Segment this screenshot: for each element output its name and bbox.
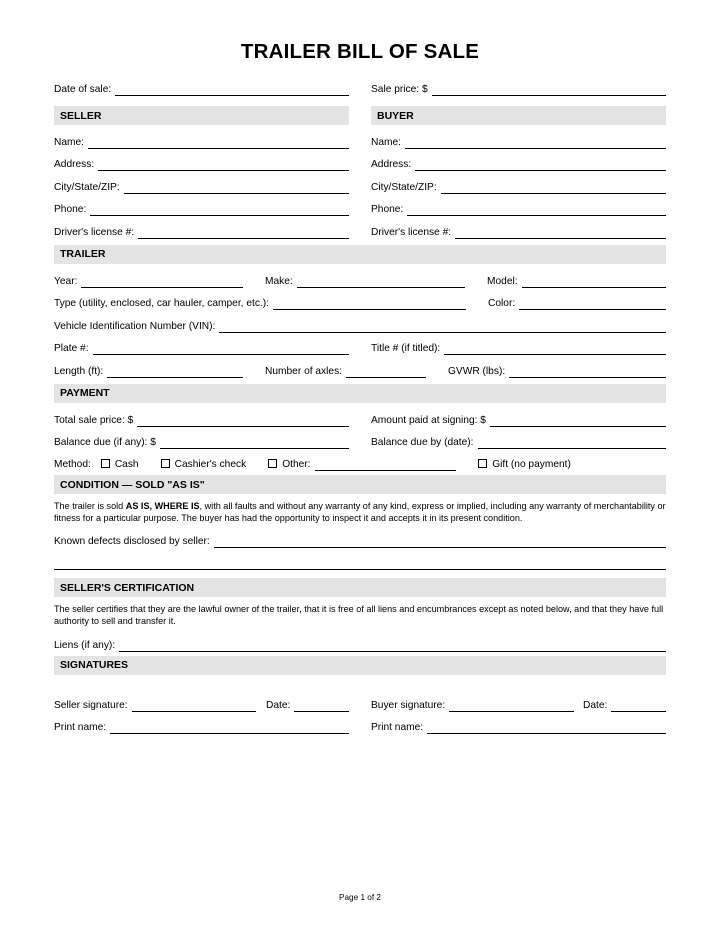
length-field[interactable] — [54, 365, 243, 378]
balance-due-by-label: Balance due by (date): — [371, 437, 474, 449]
name-row — [54, 126, 666, 149]
seller-signature-label: Seller signature: — [54, 699, 128, 711]
seller-buyer-header — [54, 106, 666, 125]
balance-row — [54, 427, 666, 450]
buyer-name-field[interactable] — [371, 136, 666, 149]
trailer-header-row — [54, 245, 666, 264]
total-price-line[interactable] — [137, 414, 349, 427]
type-line[interactable] — [273, 297, 466, 310]
seller-city-label: City/State/ZIP: — [54, 181, 120, 193]
condition-header-row — [54, 475, 666, 494]
seller-license-label: Driver's license #: — [54, 226, 135, 238]
seller-signature-line[interactable] — [132, 699, 256, 712]
cashiers-check-option[interactable] — [161, 459, 247, 471]
signatures-header-row — [54, 656, 666, 675]
gift-label: Gift (no payment) — [492, 459, 571, 471]
buyer-signature-field[interactable] — [371, 699, 574, 712]
seller-address-line[interactable] — [98, 158, 349, 171]
gift-option[interactable] — [478, 459, 571, 471]
amount-paid-line[interactable] — [490, 414, 666, 427]
payment-header: PAYMENT — [54, 384, 666, 403]
signature-row — [54, 676, 666, 712]
plate-title-row — [54, 333, 666, 356]
vin-label: Vehicle Identification Number (VIN): — [54, 320, 216, 332]
cashiers-check-checkbox[interactable] — [161, 459, 170, 468]
other-option[interactable] — [268, 458, 456, 471]
title-number-field[interactable] — [371, 342, 666, 355]
buyer-phone-line[interactable] — [407, 203, 666, 216]
seller-date-line[interactable] — [294, 699, 349, 712]
signatures-header: SIGNATURES — [54, 656, 666, 675]
other-line[interactable] — [315, 458, 457, 471]
buyer-license-field[interactable] — [371, 226, 666, 239]
axles-field[interactable] — [265, 365, 426, 378]
balance-due-by-field[interactable] — [371, 436, 666, 449]
seller-phone-line[interactable] — [90, 203, 349, 216]
seller-name-line[interactable] — [88, 136, 349, 149]
seller-license-line[interactable] — [138, 226, 349, 239]
cash-checkbox[interactable] — [101, 459, 110, 468]
amount-paid-field[interactable] — [371, 414, 666, 427]
condition-text: The trailer is sold AS IS, WHERE IS, with all faults and without any warranty of any kind, express or implied, including any warranty of merchantability or fitness for a particular purpose. The buyer has had the opportunity to inspect it and accepts it in its present condition. — [54, 501, 666, 523]
title-number-line[interactable] — [444, 342, 666, 355]
defects-continuation-field[interactable] — [54, 557, 666, 570]
amount-paid-label: Amount paid at signing: $ — [371, 414, 486, 426]
as-is-emphasis: AS IS, WHERE IS — [125, 501, 200, 512]
vin-row — [54, 310, 666, 333]
buyer-name-label: Name: — [371, 136, 402, 148]
defects-field[interactable] — [54, 535, 666, 548]
model-line[interactable] — [522, 275, 666, 288]
gift-checkbox[interactable] — [478, 459, 487, 468]
seller-print-name-field[interactable] — [54, 721, 349, 734]
seller-signature-field[interactable] — [54, 699, 256, 712]
defects-continuation-row — [54, 548, 666, 570]
buyer-signature-line[interactable] — [449, 699, 574, 712]
seller-date-label: Date: — [266, 699, 291, 711]
other-label: Other: — [282, 459, 311, 471]
print-name-row — [54, 712, 666, 735]
liens-label: Liens (if any): — [54, 639, 116, 651]
trailer-header: TRAILER — [54, 245, 666, 264]
cashiers-check-label: Cashier's check — [174, 459, 247, 471]
model-field[interactable] — [487, 275, 666, 288]
condition-header: CONDITION — SOLD "AS IS" — [54, 475, 666, 494]
method-label: Method: — [54, 459, 91, 471]
sale-price-label: Sale price: $ — [371, 84, 428, 95]
seller-address-field[interactable] — [54, 158, 349, 171]
type-label: Type (utility, enclosed, car hauler, camper, etc.): — [54, 298, 269, 310]
city-row — [54, 171, 666, 194]
payment-header-row — [54, 384, 666, 403]
certification-header-row — [54, 578, 666, 597]
buyer-header: BUYER — [371, 106, 666, 125]
seller-name-label: Name: — [54, 136, 85, 148]
buyer-name-line[interactable] — [405, 136, 666, 149]
make-label: Make: — [265, 275, 293, 287]
buyer-address-line[interactable] — [415, 158, 666, 171]
seller-phone-label: Phone: — [54, 204, 87, 216]
seller-header: SELLER — [54, 106, 349, 125]
length-line[interactable] — [107, 365, 243, 378]
axles-label: Number of axles: — [265, 365, 343, 377]
title-number-label: Title # (if titled): — [371, 343, 441, 355]
defects-continuation-line[interactable] — [54, 557, 666, 570]
document-title: TRAILER BILL OF SALE — [240, 40, 480, 63]
plate-label: Plate #: — [54, 343, 89, 355]
seller-city-field[interactable] — [54, 181, 349, 194]
buyer-city-line[interactable] — [441, 181, 666, 194]
buyer-print-name-line[interactable] — [427, 721, 666, 734]
other-checkbox[interactable] — [268, 459, 277, 468]
balance-due-label: Balance due (if any): $ — [54, 437, 156, 449]
make-line[interactable] — [297, 275, 465, 288]
buyer-date-label: Date: — [583, 699, 608, 711]
gvwr-line[interactable] — [509, 365, 666, 378]
cash-label: Cash — [114, 459, 139, 471]
buyer-license-line[interactable] — [455, 226, 666, 239]
address-row — [54, 149, 666, 172]
balance-due-line[interactable] — [160, 436, 349, 449]
plate-field[interactable] — [54, 342, 349, 355]
buyer-phone-field[interactable] — [371, 203, 666, 216]
vin-line[interactable] — [219, 320, 666, 333]
form-body — [54, 80, 666, 734]
buyer-address-field[interactable] — [371, 158, 666, 171]
type-field[interactable] — [54, 297, 466, 310]
buyer-print-name-field[interactable] — [371, 721, 666, 734]
cash-option[interactable] — [101, 459, 139, 471]
defects-label: Known defects disclosed by seller: — [54, 536, 210, 548]
seller-address-label: Address: — [54, 159, 95, 171]
buyer-date-field[interactable] — [583, 699, 666, 712]
year-make-model-row — [54, 265, 666, 288]
seller-license-field[interactable] — [54, 226, 349, 239]
buyer-date-line[interactable] — [611, 699, 666, 712]
buyer-phone-label: Phone: — [371, 204, 404, 216]
buyer-print-name-label: Print name: — [371, 722, 424, 734]
balance-due-by-line[interactable] — [478, 436, 666, 449]
date-of-sale-field[interactable] — [54, 83, 349, 96]
make-field[interactable] — [265, 275, 465, 288]
sale-price-field[interactable] — [371, 83, 666, 96]
date-of-sale-line[interactable] — [115, 83, 349, 96]
date-of-sale-label: Date of sale: — [54, 84, 112, 95]
seller-print-name-label: Print name: — [54, 722, 107, 734]
total-paid-row — [54, 404, 666, 427]
defects-line[interactable] — [214, 535, 666, 548]
balance-due-field[interactable] — [54, 436, 349, 449]
year-field[interactable] — [54, 275, 243, 288]
seller-phone-field[interactable] — [54, 203, 349, 216]
sale-price-line[interactable] — [432, 83, 666, 96]
buyer-signature-label: Buyer signature: — [371, 699, 446, 711]
length-axles-gvwr-row — [54, 355, 666, 378]
buyer-city-label: City/State/ZIP: — [371, 181, 437, 193]
payment-method-row — [54, 449, 666, 471]
plate-line[interactable] — [93, 342, 349, 355]
length-label: Length (ft): — [54, 365, 104, 377]
buyer-city-field[interactable] — [371, 181, 666, 194]
seller-city-line[interactable] — [124, 181, 349, 194]
vin-field[interactable] — [54, 320, 666, 333]
certification-text: The seller certifies that they are the lawful owner of the trailer, that it is free of all liens and encumbrances except as noted below, and that they have full authority to sell and transfer it. — [54, 604, 664, 626]
color-field[interactable] — [488, 297, 666, 310]
seller-date-field[interactable] — [266, 699, 349, 712]
liens-line[interactable] — [119, 639, 666, 652]
seller-name-field[interactable] — [54, 136, 349, 149]
buyer-address-label: Address: — [371, 159, 412, 171]
seller-print-name-line[interactable] — [110, 721, 349, 734]
year-label: Year: — [54, 275, 78, 287]
buyer-license-label: Driver's license #: — [371, 226, 452, 238]
certification-header: SELLER'S CERTIFICATION — [54, 578, 666, 597]
gvwr-field[interactable] — [448, 365, 666, 378]
year-line[interactable] — [81, 275, 243, 288]
page-number: Page 1 of 2 — [339, 893, 381, 902]
date-price-row — [54, 80, 666, 96]
license-row — [54, 216, 666, 239]
type-color-row — [54, 288, 666, 311]
gvwr-label: GVWR (lbs): — [448, 365, 506, 377]
model-label: Model: — [487, 275, 518, 287]
axles-line[interactable] — [346, 365, 426, 378]
color-label: Color: — [488, 298, 516, 310]
color-line[interactable] — [519, 297, 666, 310]
liens-field[interactable] — [54, 639, 666, 652]
phone-row — [54, 194, 666, 217]
total-price-field[interactable] — [54, 414, 349, 427]
defects-row — [54, 528, 666, 548]
liens-row — [54, 632, 666, 652]
total-price-label: Total sale price: $ — [54, 414, 134, 426]
